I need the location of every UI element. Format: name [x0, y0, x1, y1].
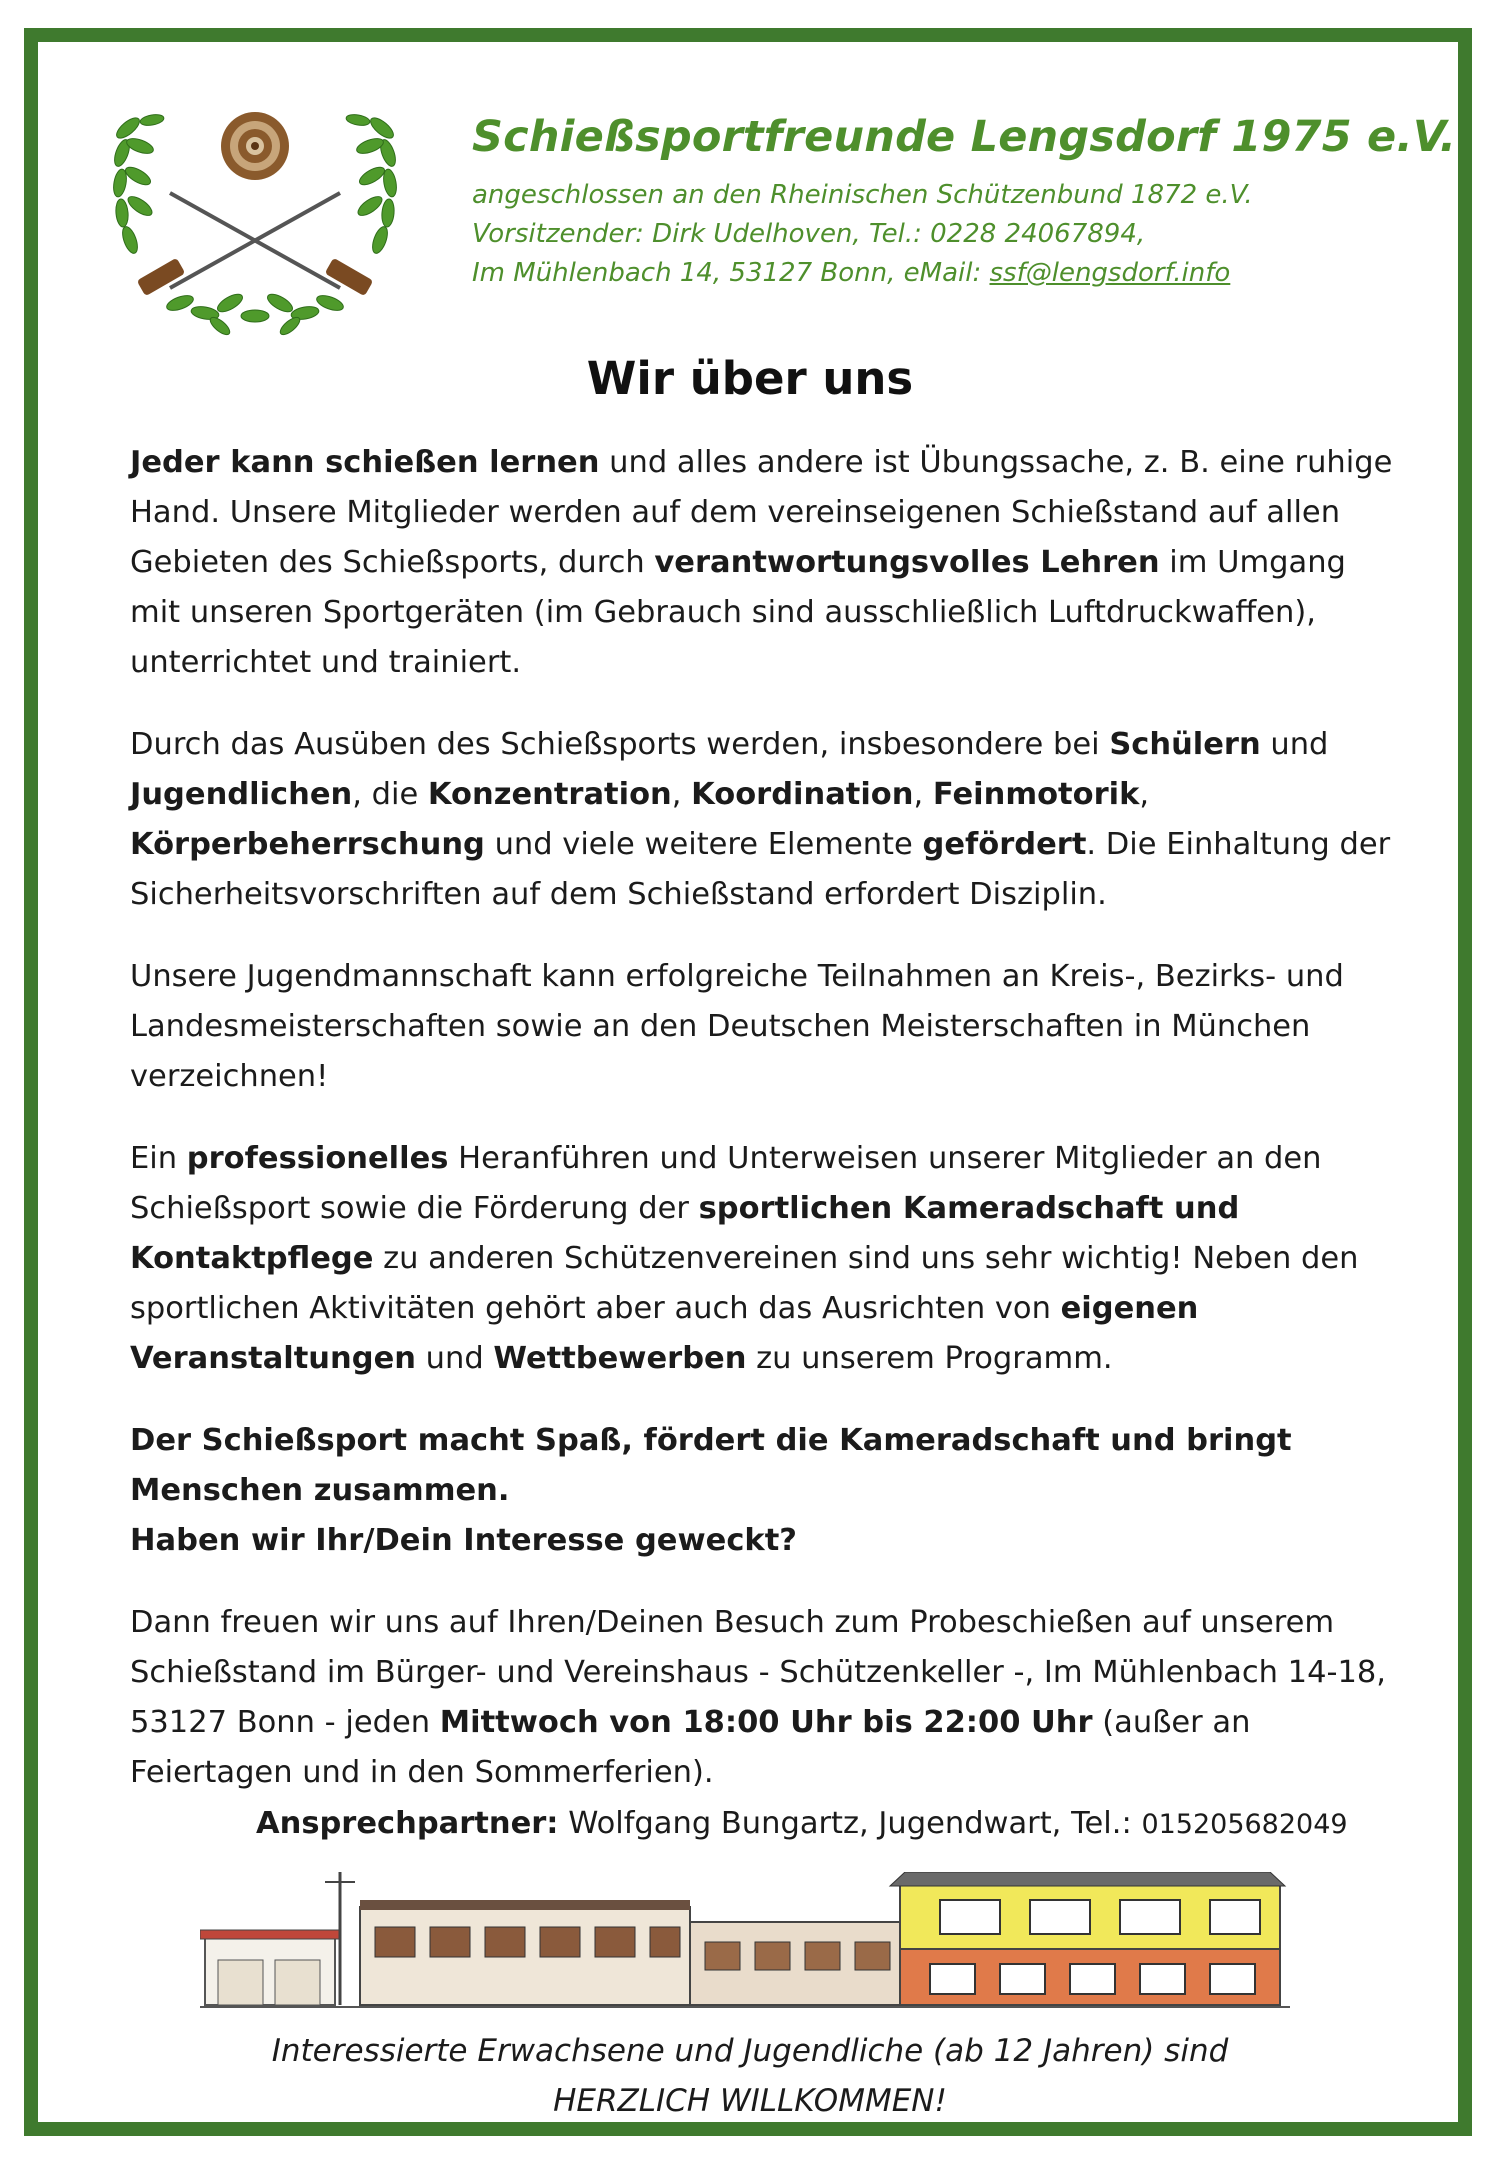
welcome-footer	[0, 2026, 1500, 2126]
emphasis: Jugendlichen	[130, 777, 353, 812]
paragraph-call-to-action	[130, 1416, 1400, 1566]
text: und viele weitere Elemente	[484, 827, 923, 862]
emphasis: Schülern	[1109, 727, 1261, 762]
club-name: Schießsportfreunde Lengsdorf 1975 e.V.	[472, 112, 1457, 162]
emphasis: Mittwoch von 18:00 Uhr bis 22:00 Uhr	[439, 1705, 1093, 1740]
paragraph-schedule	[130, 1598, 1400, 1798]
text: im Umgang mit unseren Sportgeräten (im Gebrauch sind ausschließlich Luftdruckwaffen), unterrichtet und trainiert.	[130, 545, 1346, 680]
contact-text: Wolfgang Bungartz, Jugendwart, Tel.:	[558, 1806, 1142, 1841]
emphasis: professionelles	[186, 1141, 449, 1176]
text: Durch das Ausüben des Schießsports werden, insbesondere bei	[130, 727, 1110, 762]
text: zu unserem Programm.	[746, 1341, 1113, 1376]
text: , die	[352, 777, 428, 812]
text: und	[1260, 727, 1329, 762]
text: und alles andere ist Übungssache, z. B. eine ruhige Hand. Unsere Mitglieder werden auf dem vereinseigenen Schießstand auf allen Gebieten des Schießsports, durch	[130, 445, 1393, 580]
emphasis: gefördert	[922, 827, 1087, 862]
contact-person	[256, 1806, 1348, 1841]
text: (außer an Feiertagen und in den Sommerferien).	[130, 1705, 1251, 1790]
text: ,	[913, 777, 933, 812]
text: . Die Einhaltung der Sicherheitsvorschriften auf dem Schießstand erfordert Disziplin.	[130, 827, 1391, 912]
emphasis: sportlichen Kameradschaft und Kontaktpflege	[130, 1191, 1240, 1276]
text: und	[415, 1341, 494, 1376]
emphasis: verantwortungsvolles Lehren	[654, 545, 1160, 580]
club-header	[472, 112, 1457, 293]
emphasis: Jeder kann schießen lernen	[130, 445, 600, 480]
text: zu anderen Schützenvereinen sind uns sehr wichtig! Neben den sportlichen Aktivitäten gehört aber auch das Ausrichten von	[130, 1241, 1359, 1326]
club-logo-icon	[110, 98, 400, 338]
emphasis: Feinmotorik	[932, 777, 1140, 812]
footer-line-2: HERZLICH WILLKOMMEN!	[553, 2083, 947, 2119]
emphasis: Wettbewerben	[493, 1341, 747, 1376]
paragraph-benefits	[130, 720, 1400, 920]
text: Dann freuen wir uns auf Ihren/Deinen Besuch zum Probeschießen auf unserem Schießstand im Bürger- und Vereinshaus - Schützenkeller -, Im Mühlenbach 14-18, 53127 Bonn - jeden	[130, 1605, 1386, 1740]
text: Ein	[130, 1141, 187, 1176]
emphasis: Koordination	[691, 777, 914, 812]
address-text: Im Mühlenbach 14, 53127 Bonn, eMail:	[472, 258, 990, 288]
email-link[interactable]: ssf@lengsdorf.info	[989, 258, 1231, 288]
emphasis: Der Schießsport macht Spaß, fördert die Kameradschaft und bringt Menschen zusammen.	[130, 1423, 1292, 1508]
emphasis: eigenen Veranstaltungen	[130, 1291, 1199, 1376]
text: Heranführen und Unterweisen unserer Mitglieder an den Schießsport sowie die Förderung der	[130, 1141, 1322, 1226]
contact-phone: 015205682049	[1141, 1809, 1348, 1840]
emphasis: Konzentration	[427, 777, 672, 812]
text: ,	[1139, 777, 1150, 812]
emphasis: Haben wir Ihr/Dein Interesse geweckt?	[130, 1523, 797, 1558]
paragraph-youth-team	[130, 952, 1400, 1102]
clubhouse-illustration	[200, 1872, 1290, 2022]
text: Unsere Jugendmannschaft kann erfolgreiche Teilnahmen an Kreis-, Bezirks- und Landesmeisterschaften sowie an den Deutschen Meisterschaften in München verzeichnen!	[130, 959, 1344, 1094]
page-title: Wir über uns	[586, 352, 914, 405]
body-text	[130, 438, 1400, 1830]
affiliation-line: angeschlossen an den Rheinischen Schützenbund 1872 e.V.	[472, 180, 1253, 210]
chairman-line: Vorsitzender: Dirk Udelhoven, Tel.: 0228 24067894,	[472, 219, 1146, 249]
paragraph-intro	[130, 438, 1400, 688]
paragraph-community	[130, 1134, 1400, 1384]
footer-line-1: Interessierte Erwachsene und Jugendliche (ab 12 Jahren) sind	[271, 2033, 1229, 2069]
address-line	[472, 254, 1432, 293]
contact-label: Ansprechpartner:	[256, 1806, 559, 1841]
text: ,	[671, 777, 692, 812]
emphasis: Körperbeherrschung	[130, 827, 485, 862]
